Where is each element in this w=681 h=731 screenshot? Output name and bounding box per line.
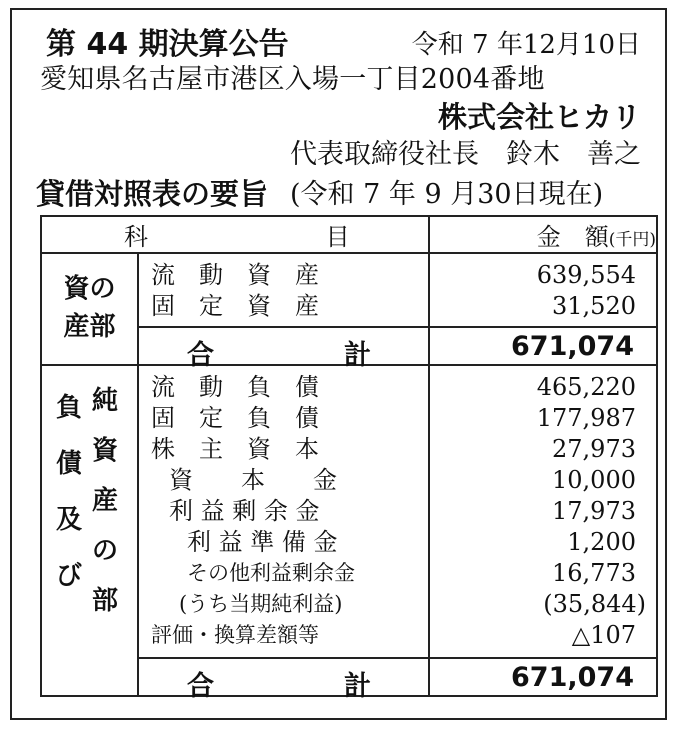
header-kamoku-1: 科: [124, 223, 148, 251]
header-unit: (千円): [608, 230, 656, 250]
header-kingaku: [429, 216, 657, 253]
assets-items: [138, 253, 429, 327]
company-name: 株式会社ヒカリ: [437, 100, 641, 134]
list-item: 固 定 負 債: [151, 404, 320, 432]
group-char: び: [56, 561, 83, 591]
liabilities-section: [41, 365, 657, 658]
header-kamoku-2: 目: [325, 223, 350, 251]
list-value: 27,973: [552, 435, 636, 463]
list-item: 流 動 負 債: [151, 373, 320, 401]
sheet-period: (令和 7 年 9 月30日現在): [290, 179, 604, 210]
assets-group-label: [41, 253, 138, 365]
list-item: 資 本 金: [169, 466, 338, 494]
representative: 代表取締役社長 鈴木 善之: [290, 139, 641, 170]
liabilities-group-col1: [56, 380, 82, 604]
assets-total-label-1: 合: [187, 340, 215, 371]
group-char: 債: [56, 449, 83, 479]
balance-sheet-table: [40, 215, 658, 702]
liabilities-values: [429, 365, 657, 658]
list-item: 流 動 資 産: [151, 261, 320, 289]
assets-group-line1: 資の: [63, 274, 116, 305]
liabilities-total-value: 671,074: [429, 658, 657, 696]
list-item: 株 主 資 本: [151, 435, 320, 463]
assets-total-label-2: 計: [344, 340, 372, 371]
header-kingaku-label: 金 額: [536, 223, 609, 251]
company-address: 愛知県名古屋市港区入場一丁目2004番地: [40, 64, 545, 95]
group-char: 純: [92, 386, 119, 416]
group-char: 資: [92, 436, 119, 466]
list-value: 177,987: [536, 404, 636, 432]
liabilities-total-label-2: 計: [344, 671, 372, 702]
list-item: 利 益 準 備 金: [187, 528, 338, 556]
group-char: 部: [92, 586, 119, 616]
list-value: △107: [571, 621, 636, 649]
notice-title: 第 44 期決算公告: [46, 27, 289, 62]
list-value: 465,220: [536, 373, 636, 401]
list-item: その他利益剰余金: [187, 561, 356, 585]
group-char: の: [92, 536, 119, 566]
assets-values: [429, 253, 657, 327]
liabilities-items: [138, 365, 429, 658]
list-item: 評価・換算差額等: [151, 623, 320, 647]
list-value: 10,000: [552, 466, 636, 494]
assets-group-line2: 産部: [63, 312, 116, 342]
group-char: 負: [56, 393, 83, 423]
assets-section: [41, 253, 657, 327]
list-value: 1,200: [567, 528, 636, 556]
table-header-row: [41, 216, 657, 253]
liabilities-total-label-1: 合: [187, 671, 215, 702]
list-value: 639,554: [536, 261, 636, 289]
group-char: 産: [92, 486, 119, 516]
sheet-title: 貸借対照表の要旨: [36, 177, 269, 211]
group-char: 及: [56, 505, 83, 535]
list-value: 16,773: [552, 559, 636, 587]
list-item: 利 益 剰 余 金: [169, 497, 320, 525]
list-item: 固 定 資 産: [151, 292, 320, 320]
list-value: 17,973: [552, 497, 636, 525]
list-item: (うち当期純利益): [179, 592, 343, 616]
assets-total-label: [138, 327, 429, 371]
liabilities-group-label: [41, 365, 138, 696]
assets-total-value: 671,074: [429, 327, 657, 365]
list-value: 31,520: [552, 292, 636, 320]
header-kamoku: [41, 216, 429, 253]
liabilities-total-label: [138, 658, 429, 702]
list-value: (35,844): [543, 590, 646, 618]
liabilities-group-col2: [92, 376, 118, 626]
notice-date: 令和 7 年12月10日: [411, 30, 641, 60]
